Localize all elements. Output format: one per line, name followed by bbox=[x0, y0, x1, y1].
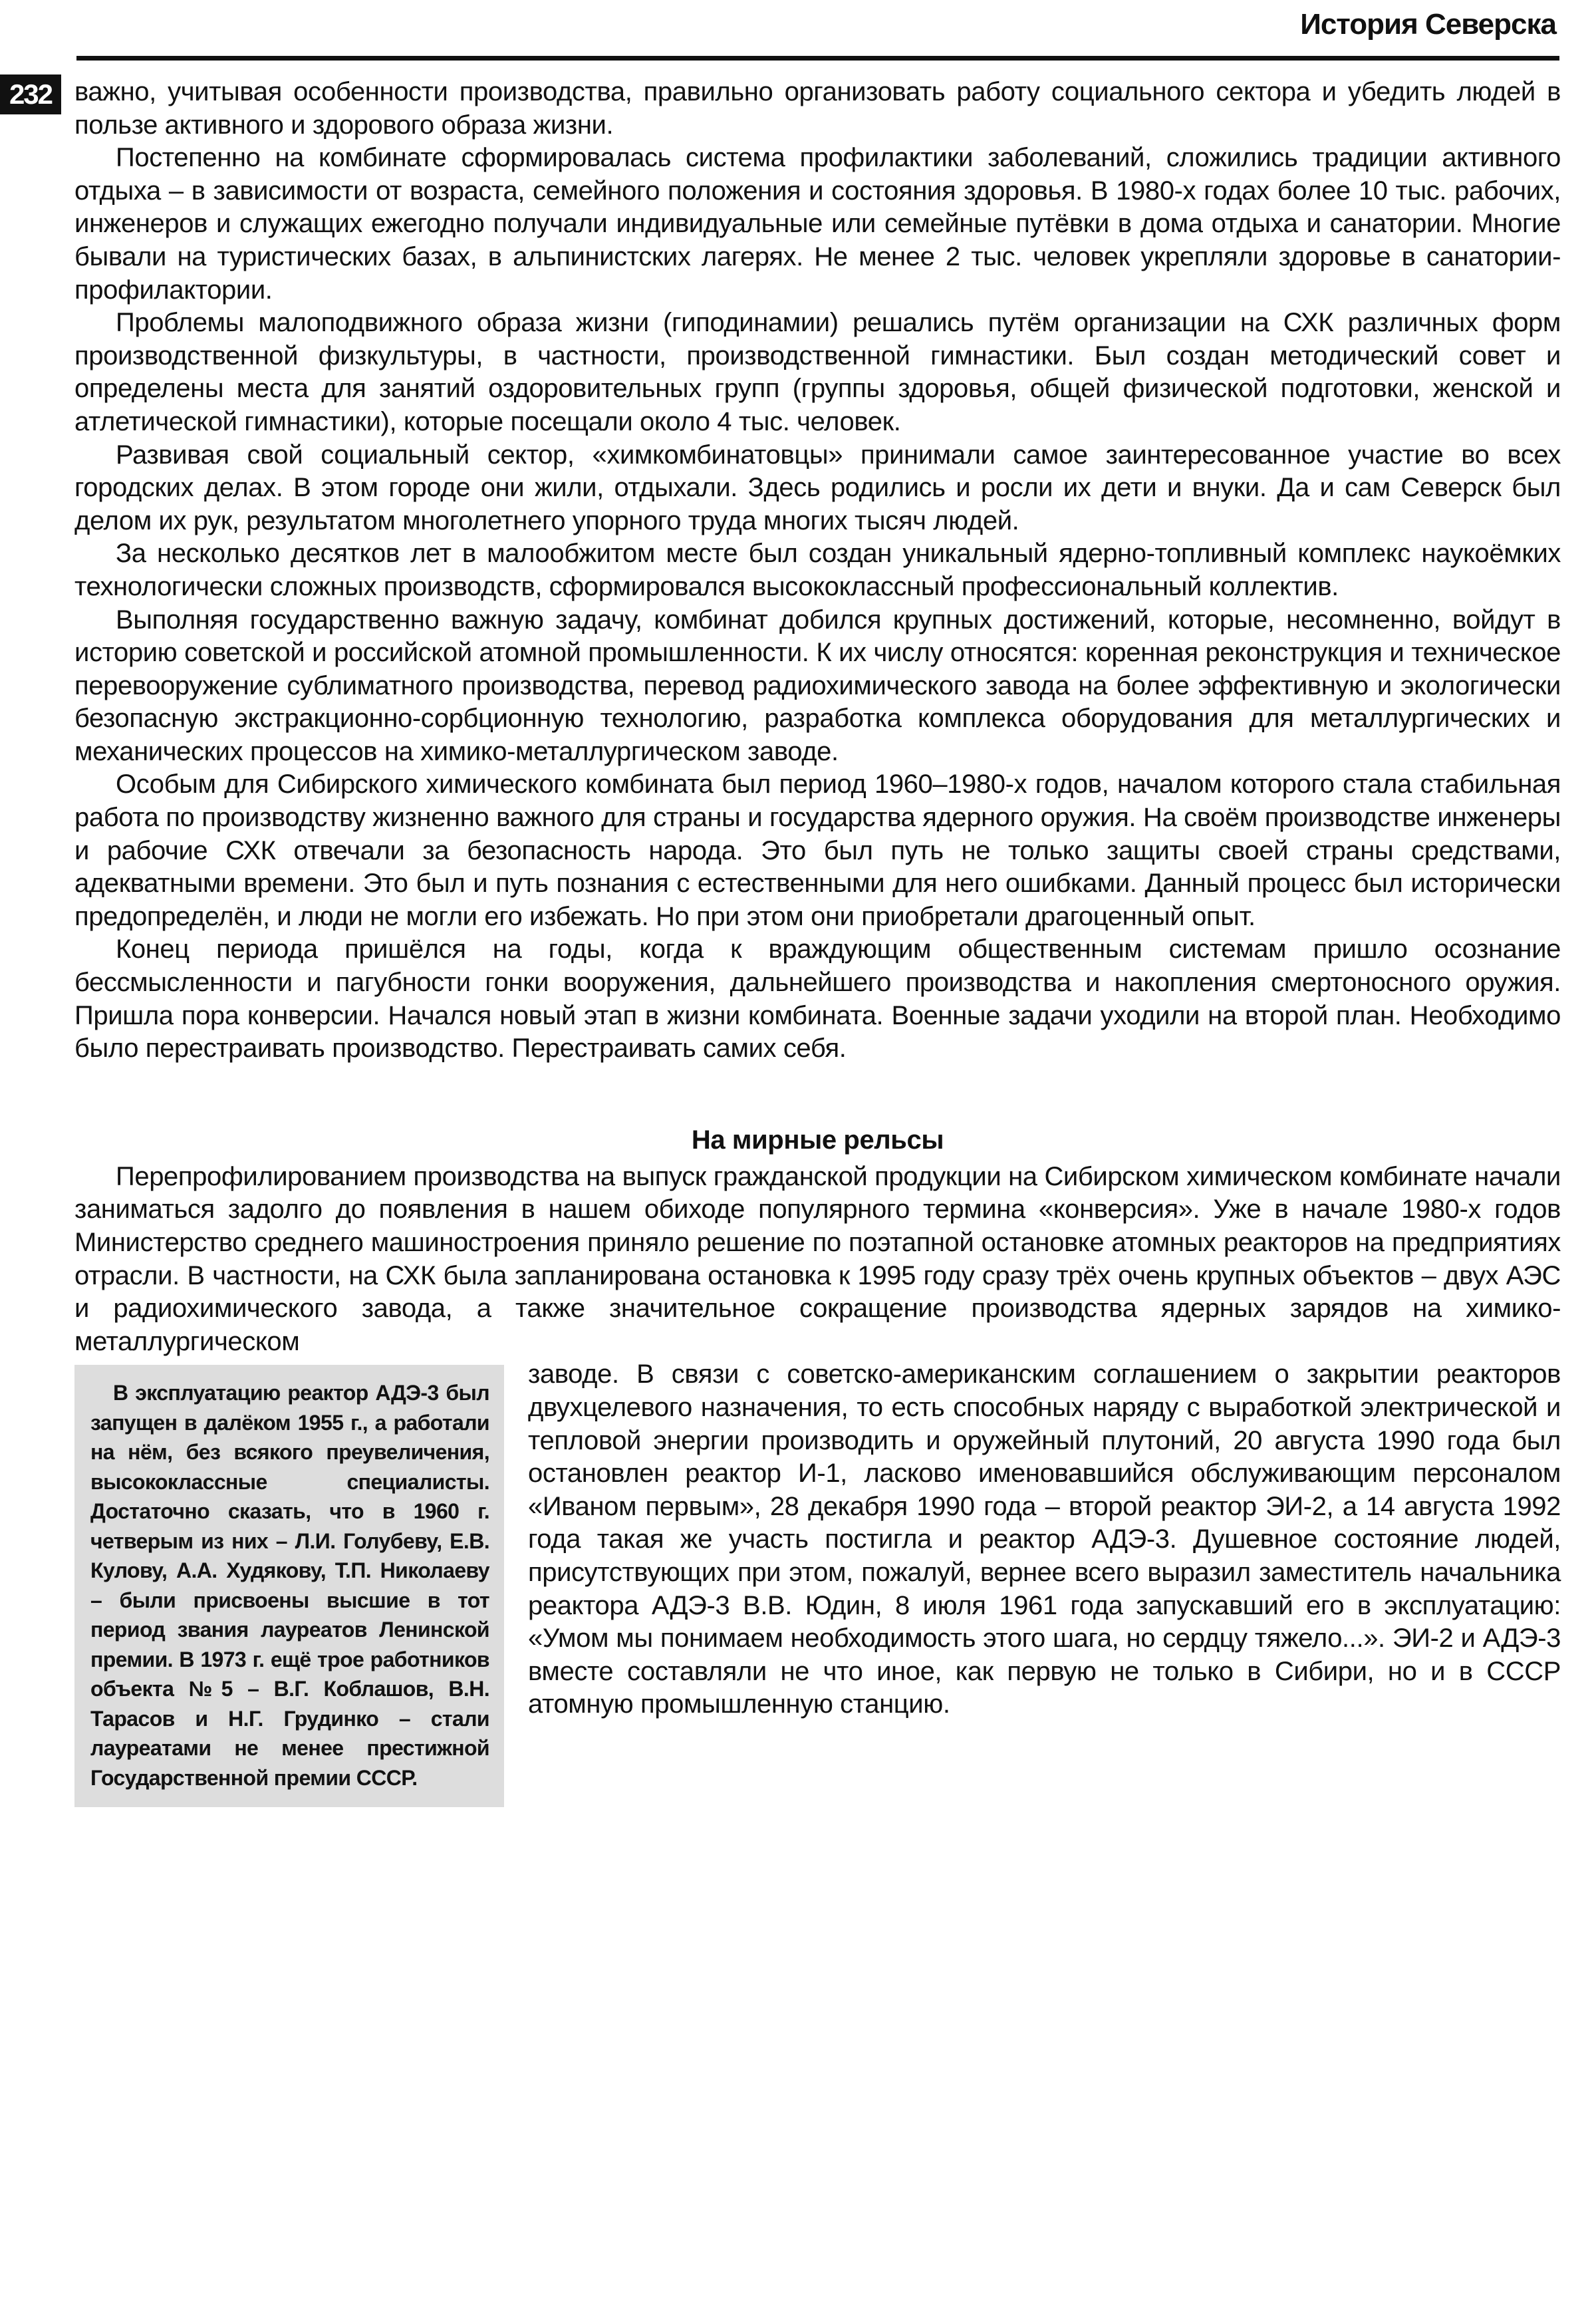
sidebar-note-text: В эксплуатацию реактор АДЭ-3 был запущен в далёком 1955 г., а работали на нём, без всякого преувеличения, высококлассные специалисты. Достаточно сказать, что в 1960 г. четверым из них – Л.И. Голубеву, Е.В. Кулову, А.А. Худякову, Т.П. Николаеву – были присвоены высшие в тот период звания лауреатов Ленинской премии. В 1973 г. ещё трое работников объекта №5 – В.Г. Коблашов, В.Н. Тарасов и Н.Г. Грудинко – стали лауреатами не менее престижной Государственной премии СССР. bbox=[90, 1381, 489, 1790]
sidebar-note bbox=[74, 1365, 504, 1807]
page-number: 232 bbox=[0, 74, 61, 114]
paragraph: Постепенно на комбинате сформировалась система профилактики заболеваний, сложились традиции активного отдыха – в зависимости от возраста, семейного положения и состояния здоровья. В 1980-х годах более 10 тыс. рабочих, инженеров и служащих ежегодно получали индивидуальные или семейные путёвки в дома отдыха и санатории. Многие бывали на туристических базах, в альпинистских лагерях. Не менее 2 тыс. человек укрепляли здоровье в санатории-профилактории. bbox=[74, 143, 1561, 305]
paragraph: Конец периода пришёлся на годы, когда к враждующим общественным системам пришло осознание бессмысленности и пагубности гонки вооружения, дальнейшего производства и накопления смертоносного оружия. Пришла пора конверсии. Начался новый этап в жизни комбината. Военные задачи уходили на второй план. Необходимо было перестраивать производство. Перестраивать самих себя. bbox=[74, 935, 1561, 1064]
section-heading: На мирные рельсы bbox=[691, 1125, 944, 1155]
header-rule bbox=[76, 56, 1559, 61]
running-head-title: История Северска bbox=[1300, 8, 1556, 41]
paragraph: Выполняя государственно важную задачу, комбинат добился крупных достижений, которые, несомненно, войдут в историю советской и российской атомной промышленности. К их числу относятся: коренная реконструкция и техническое перевооружение сублиматного производства, перевод радиохимического завода на более эффективную и экологически безопасную экстракционно-сорбционную технологию, разработка комплекса оборудования для металлургических и механических процессов на химико-металлургическом заводе. bbox=[74, 605, 1561, 766]
paragraph: За несколько десятков лет в малообжитом месте был создан уникальный ядерно-топливный комплекс наукоёмких технологически сложных производств, сформировался высококлассный профессиональный коллектив. bbox=[74, 539, 1561, 601]
paragraph-with-sidebar bbox=[74, 1358, 1561, 1807]
paragraph: Перепрофилированием производства на выпуск гражданской продукции на Сибирском химическом комбинате начали заниматься задолго до появления в нашем обиходе популярного термина «конверсия». Уже в начале 1980-х годов Министерство среднего машиностроения приняло решение по поэтапной остановке атомных реакторов на предприятиях отрасли. В частности, на СХК была запланирована остановка к 1995 году сразу трёх очень крупных объектов – двух АЭС и радиохимического завода, а также значительное сокращение производства ядерных зарядов на химико-металлургическом bbox=[74, 1161, 1561, 1356]
paragraph: Развивая свой социальный сектор, «химкомбинатовцы» принимали самое заинтересованное участие во всех городских делах. В этом городе они жили, отдыхали. Здесь родились и росли их дети и внуки. Да и сам Северск был делом их рук, результатом многолетнего упорного труда многих тысяч людей. bbox=[74, 440, 1561, 535]
paragraph: Особым для Сибирского химического комбината был период 1960–1980-х годов, началом которого стала стабильная работа по производству жизненно важного для страны и государства ядерного оружия. На своём производстве инженеры и рабочие СХК отвечали за безопасность народа. Это был путь не только защиты своей страны средствами, адекватными времени. Это был и путь познания с естественными для него ошибками. Данный процесс был исторически предопределён, и люди не могли его избежать. Но при этом они приобретали драгоценный опыт. bbox=[74, 770, 1561, 931]
page-body bbox=[74, 76, 1561, 1807]
paragraph-continued: заводе. В связи с советско-американским соглашением о закрытии реакторов двухцелевого назначения, то есть способных наряду с выработкой электрической и тепловой энергии производить и оружейный плутоний, 20 августа 1990 года был остановлен реактор И-1, ласково именовавшийся обслуживающим персоналом «Иваном первым», 28 декабря 1990 года – второй реактор ЭИ-2, а 14 августа 1992 года такая же участь постигла и реактор АДЭ-3. Душевное состояние людей, присутствующих при этом, пожалуй, вернее всего выразил заместитель начальника реактора АДЭ-3 В.В. Юдин, 8 июля 1961 года запускавший его в эксплуатацию: «Умом мы понимаем необходимость этого шага, но сердцу тяжело...». ЭИ-2 и АДЭ-3 вместе составляли не что иное, как первую не только в Сибири, но и в СССР атомную промышленную станцию. bbox=[528, 1360, 1561, 1719]
paragraph: важно, учитывая особенности производства, правильно организовать работу социального сектора и убедить людей в пользе активного и здорового образа жизни. bbox=[74, 77, 1561, 140]
paragraph: Проблемы малоподвижного образа жизни (гиподинамии) решались путём организации на СХК различных форм производственной физкультуры, в частности, производственной гимнастики. Был создан методический совет и определены места для занятий оздоровительных групп (группы здоровья, общей физической подготовки, женской и атлетической гимнастики), которые посещали около 4 тыс. человек. bbox=[74, 308, 1561, 436]
